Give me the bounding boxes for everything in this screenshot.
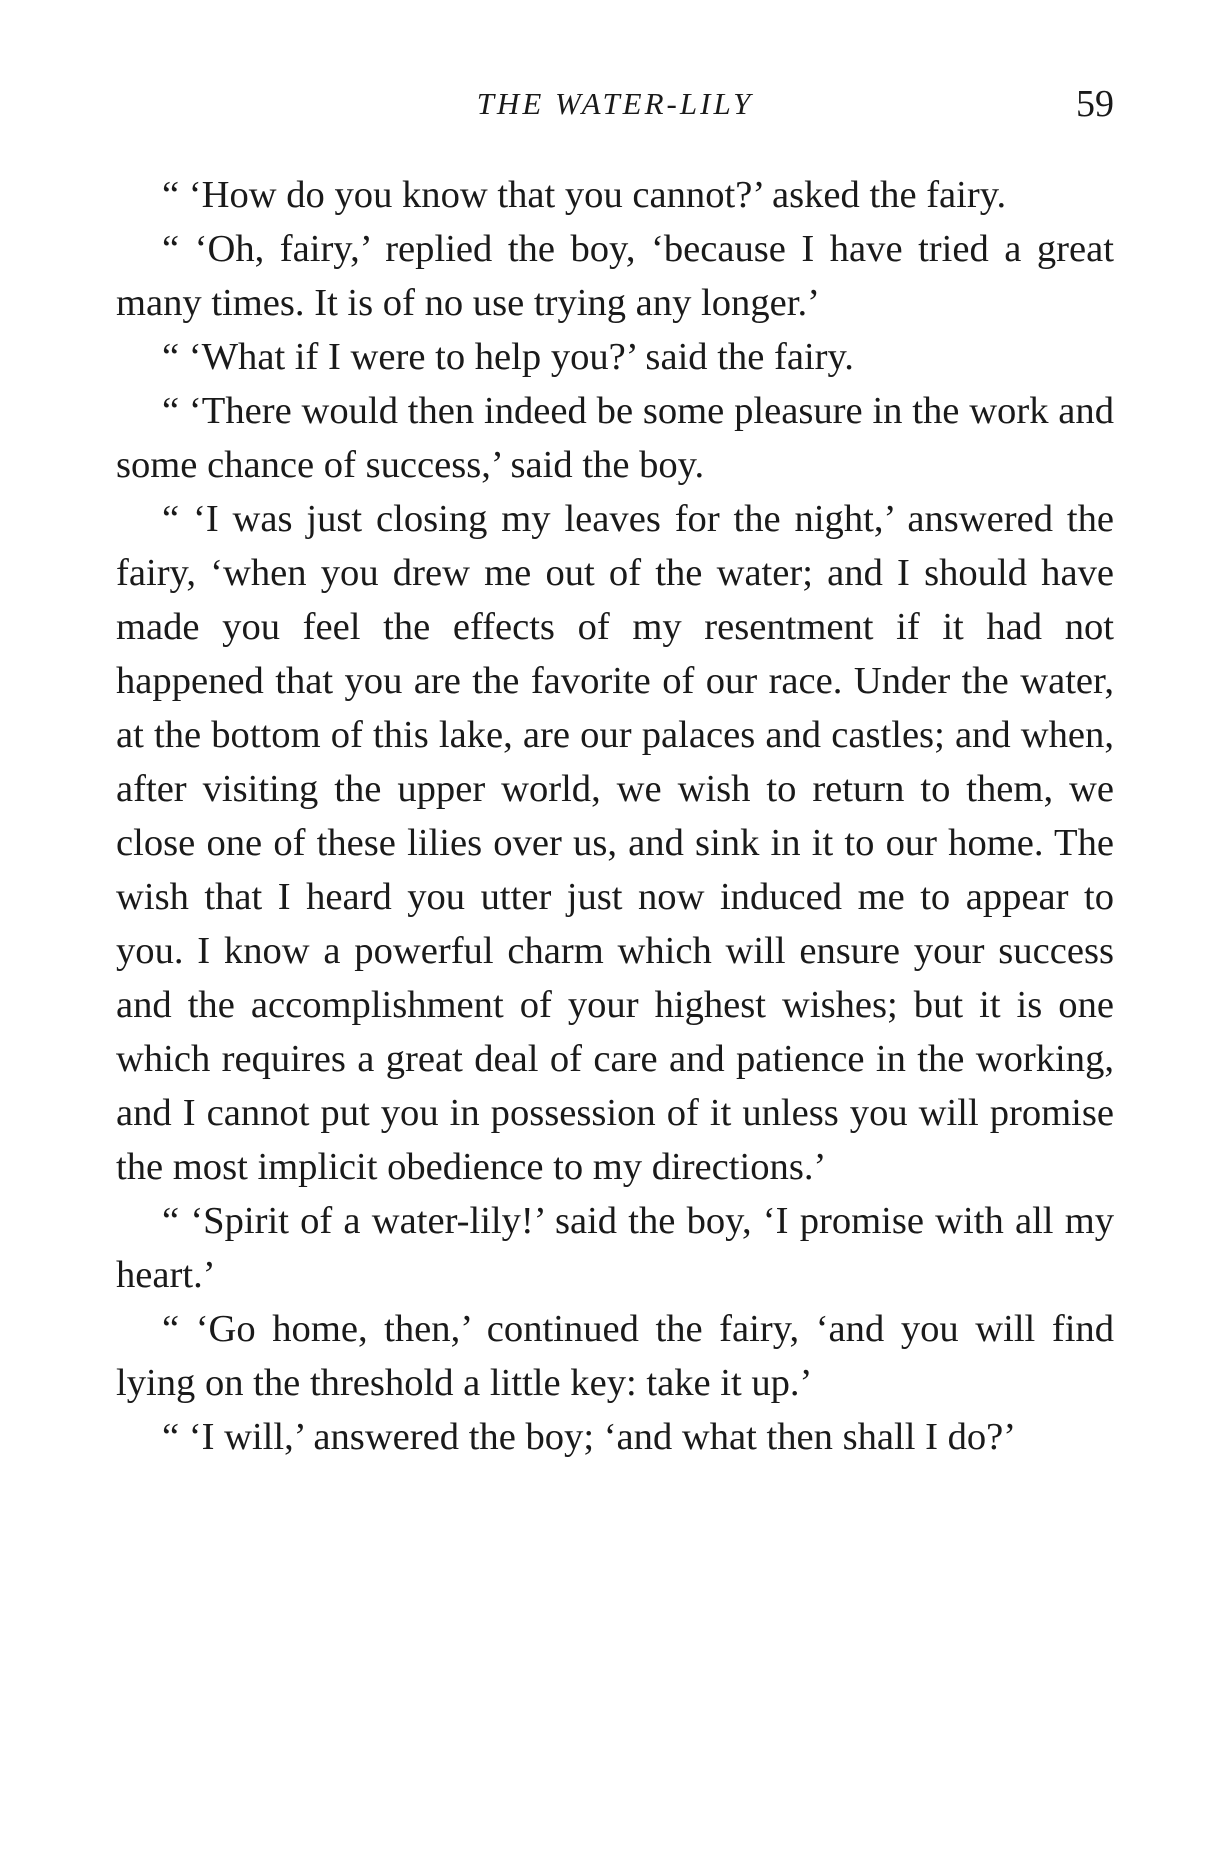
paragraph-7: “ ‘Go home, then,’ continued the fairy, ‘and you will find lying on the threshold a little key: take it up.’ — [116, 1308, 1114, 1404]
paragraph-4: “ ‘There would then indeed be some pleasure in the work and some chance of success,’ said the boy. — [116, 390, 1114, 486]
paragraph-3: “ ‘What if I were to help you?’ said the fairy. — [162, 336, 854, 378]
running-head — [116, 83, 1114, 130]
paragraph-6: “ ‘Spirit of a water-lily!’ said the boy, ‘I promise with all my heart.’ — [116, 1200, 1114, 1296]
running-title: THE WATER-LILY — [476, 86, 754, 121]
body-text — [116, 168, 1114, 1464]
paragraph-8: “ ‘I will,’ answered the boy; ‘and what then shall I do?’ — [162, 1416, 1017, 1458]
paragraph-2: “ ‘Oh, fairy,’ replied the boy, ‘because I have tried a great many times. It is of no use trying any longer.’ — [116, 228, 1114, 324]
paragraph-5: “ ‘I was just closing my leaves for the night,’ answered the fairy, ‘when you drew me out of the water; and I should have made you feel the effects of my resentment if it had not happened that you are the favorite of our race. Under the water, at the bottom of this lake, are our palaces and castles; and when, after visiting the upper world, we wish to return to them, we close one of these lilies over us, and sink in it to our home. The wish that I heard you utter just now induced me to appear to you. I know a powerful charm which will ensure your success and the accomplishment of your highest wishes; but it is one which requires a great deal of care and patience in the working, and I cannot put you in possession of it unless you will promise the most implicit obedience to my directions.’ — [116, 498, 1114, 1188]
paragraph-1: “ ‘How do you know that you cannot?’ asked the fairy. — [162, 174, 1007, 216]
page-number: 59 — [1076, 83, 1114, 125]
